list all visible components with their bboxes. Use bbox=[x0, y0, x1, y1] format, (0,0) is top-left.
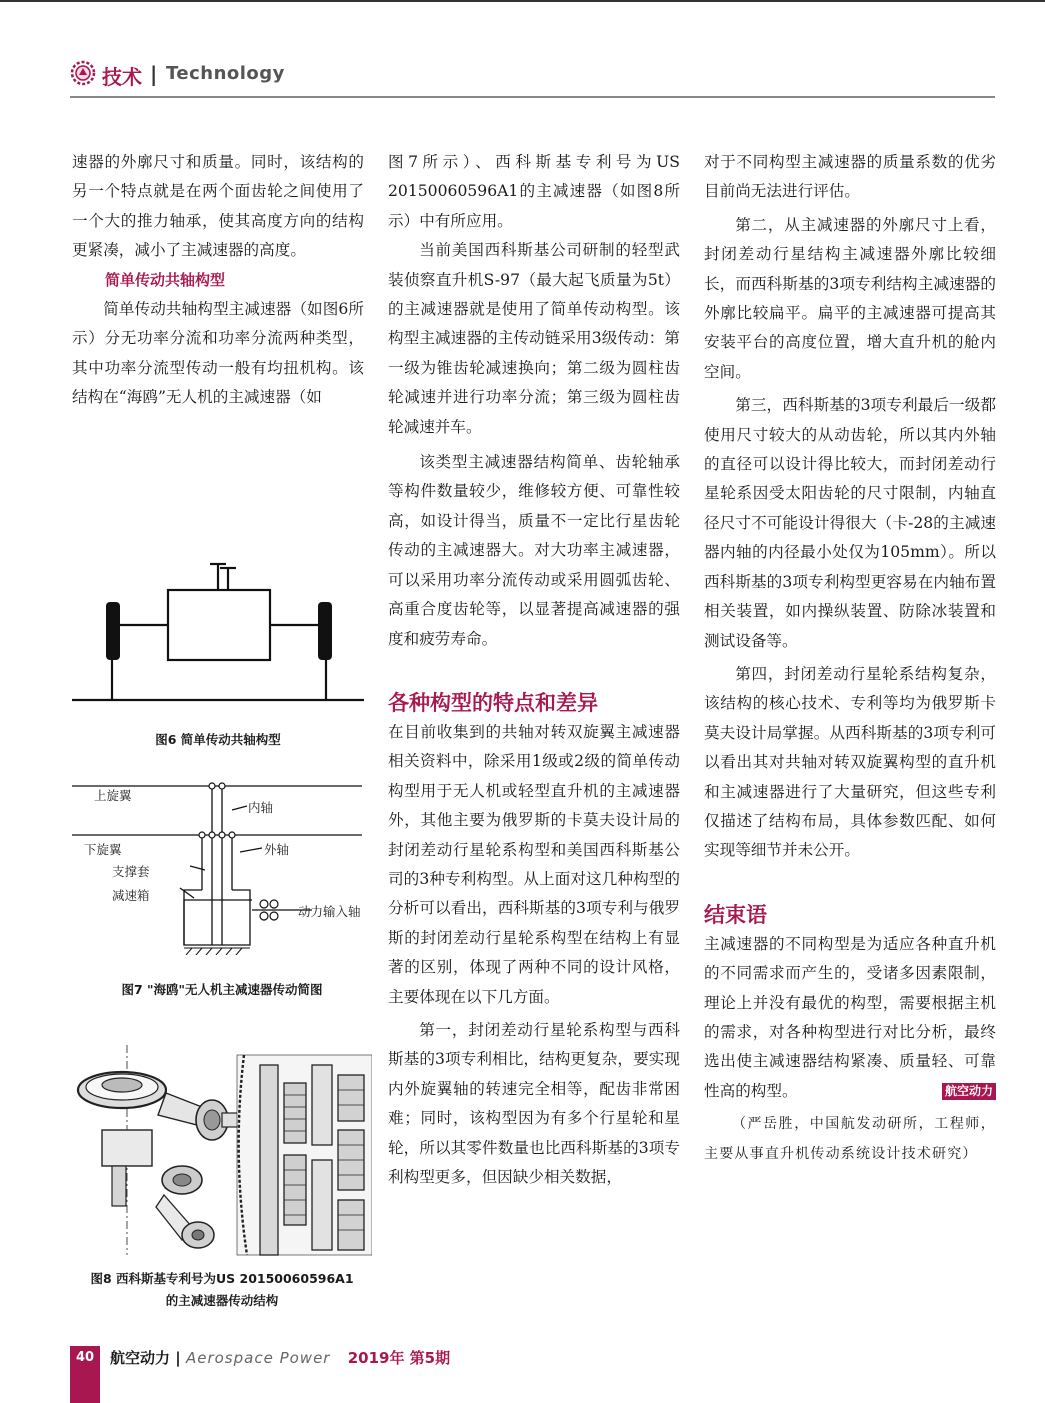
author-note: （严岳胜，中国航发动研所，工程师，主要从事直升机传动系统设计技术研究） bbox=[704, 1116, 996, 1162]
figure-8-caption-line-1: 图8 西科斯基专利号为US 20150060596A1 bbox=[90, 1271, 354, 1286]
journal-separator: | bbox=[175, 1349, 181, 1367]
page-number: 40 bbox=[75, 1350, 95, 1365]
figure-7-caption: 图7 "海鸥"无人机主减速器传动简图 bbox=[121, 982, 323, 997]
figure-6-diagram bbox=[72, 560, 364, 710]
header-separator: | bbox=[150, 62, 158, 86]
paragraph: 该类型主减速器结构简单、齿轮轴承等构件数量较少，维修较方便、可靠性较高，如设计得当，质量不一定比行星齿轮传动的主减速器大。对大功率主减速器，可以采用功率分流传动或采用圆弧齿轮、高重合度齿轮等，以显著提高减速器的强度和疲劳寿命。 bbox=[388, 453, 680, 648]
column-2 bbox=[388, 148, 680, 1192]
section-title-en: Technology bbox=[166, 63, 285, 84]
paragraph: 第二，从主减速器的外廓尺寸上看，封闭差动行星结构主减速器外廓比较细长，而西科斯基的3项专利结构主减速器的外廓比较扁平。扁平的主减速器可提高其安装平台的高度位置，增大直升机的舱内空间。 bbox=[704, 215, 996, 381]
section-heading: 各种构型的特点和差异 bbox=[388, 690, 598, 715]
label-gearbox: 减速箱 bbox=[112, 888, 150, 903]
gear-logo-icon bbox=[70, 60, 96, 86]
page-header bbox=[70, 60, 995, 90]
paragraph: 在目前收集到的共轴对转双旋翼主减速器相关资料中，除采用1级或2级的简单传动构型用于无人机或轻型直升机的主减速器外，其他主要为俄罗斯的卡莫夫设计局的封闭差动行星轮系构型和美国西科斯基公司的3种专利构型。从上面对这几种构型的分析可以看出，西科斯基的3项专利与俄罗斯的封闭差动行星轮系构型在结构上有显著的区别，体现了两种不同的设计风格，主要体现在以下几方面。 bbox=[388, 722, 680, 1006]
section-heading: 结束语 bbox=[704, 902, 767, 927]
journal-name-en: Aerospace Power bbox=[185, 1349, 331, 1367]
figure-6-caption: 图6 简单传动共轴构型 bbox=[155, 732, 281, 747]
figure-8-caption-line-2: 的主减速器传动结构 bbox=[165, 1293, 279, 1308]
journal-footer bbox=[110, 1347, 450, 1368]
paragraph bbox=[704, 930, 996, 1106]
paragraph: 第四，封闭差动行星轮系结构复杂，该结构的核心技术、专利等均为俄罗斯卡莫夫设计局掌握。从西科斯基的3项专利可以看出其对共轴对转双旋翼构型的直升机和主减速器进行了大量研究，但这些专利仅描述了结构布局，具体参数匹配、如何实现等细节并未公开。 bbox=[704, 664, 996, 860]
label-upper-rotor: 上旋翼 bbox=[94, 788, 132, 803]
paragraph: 速器的外廓尺寸和质量。同时，该结构的另一个特点就是在两个面齿轮之间使用了一个大的推力轴承，使其高度方向的结构更紧凑，减小了主减速器的高度。 bbox=[72, 153, 364, 260]
paragraph: 对于不同构型主减速器的质量系数的优劣目前尚无法进行评估。 bbox=[704, 153, 996, 201]
paragraph: 图7所示）、西科斯基专利号为US 20150060596A1的主减速器（如图8所示）中有所应用。 bbox=[388, 153, 680, 230]
paragraph: 第一，封闭差动行星轮系构型与西科斯基的3项专利相比，结构更复杂，要实现内外旋翼轴的转速完全相等，配齿非常困难；同时，该构型因为有多个行星轮和星轮，所以其零件数量也比西科斯基的3项专利构型更多，但因缺少相关数据， bbox=[388, 1020, 680, 1186]
paragraph: 简单传动共轴构型主减速器（如图6所示）分无功率分流和功率分流两种类型，其中功率分流型传动一般有均扭机构。该结构在“海鸥”无人机的主减速器（如 bbox=[72, 300, 364, 407]
header-rule bbox=[70, 96, 995, 98]
figure-8-caption bbox=[72, 1268, 372, 1312]
journal-name-cn: 航空动力 bbox=[110, 1349, 171, 1367]
label-support-sleeve: 支撑套 bbox=[112, 864, 150, 879]
label-input-shaft: 动力输入轴 bbox=[298, 904, 361, 919]
paragraph: 当前美国西科斯基公司研制的轻型武装侦察直升机S-97（最大起飞质量为5t）的主减速器就是使用了简单传动构型。该构型主减速器的主传动链采用3级传动：第一级为锥齿轮减速换向；第二级为圆柱齿轮减速并进行功率分流；第三级为圆柱齿轮减速并车。 bbox=[388, 241, 680, 436]
conclusion-text: 主减速器的不同构型是为适应各种直升机的不同需求而产生的，受诸多因素限制，理论上并没有最优的构型，需要根据主机的需求，对各种构型进行对比分析，最终选出使主减速器结构紧凑、质量轻、可靠性高的构型。 bbox=[704, 934, 996, 1100]
section-title-cn: 技术 bbox=[102, 65, 142, 89]
label-outer-shaft: 外轴 bbox=[264, 842, 290, 857]
top-rule bbox=[0, 0, 1045, 2]
subheading: 简单传动共轴构型 bbox=[105, 270, 226, 289]
figure-8-diagram bbox=[72, 1035, 372, 1265]
column-1 bbox=[72, 148, 364, 413]
label-lower-rotor: 下旋翼 bbox=[84, 842, 122, 857]
paragraph: 第三，西科斯基的3项专利最后一级都使用尺寸较大的从动齿轮，所以其内外轴的直径可以设计得比较大，而封闭差动行星轮系因受太阳齿轮的尺寸限制，内轴直径尺寸不可能设计得很大（卡-28的主减速器内轴的内径最小处仅为105mm）。所以西科斯基的3项专利构型更容易在内轴布置相关装置，如内操纵装置、防除冰装置和测试设备等。 bbox=[704, 396, 996, 650]
column-3 bbox=[704, 148, 996, 1169]
label-inner-shaft: 内轴 bbox=[248, 800, 274, 815]
journal-badge: 航空动力 bbox=[942, 1083, 996, 1100]
figure-7-diagram bbox=[72, 770, 372, 955]
journal-issue: 2019年 第5期 bbox=[347, 1349, 451, 1367]
